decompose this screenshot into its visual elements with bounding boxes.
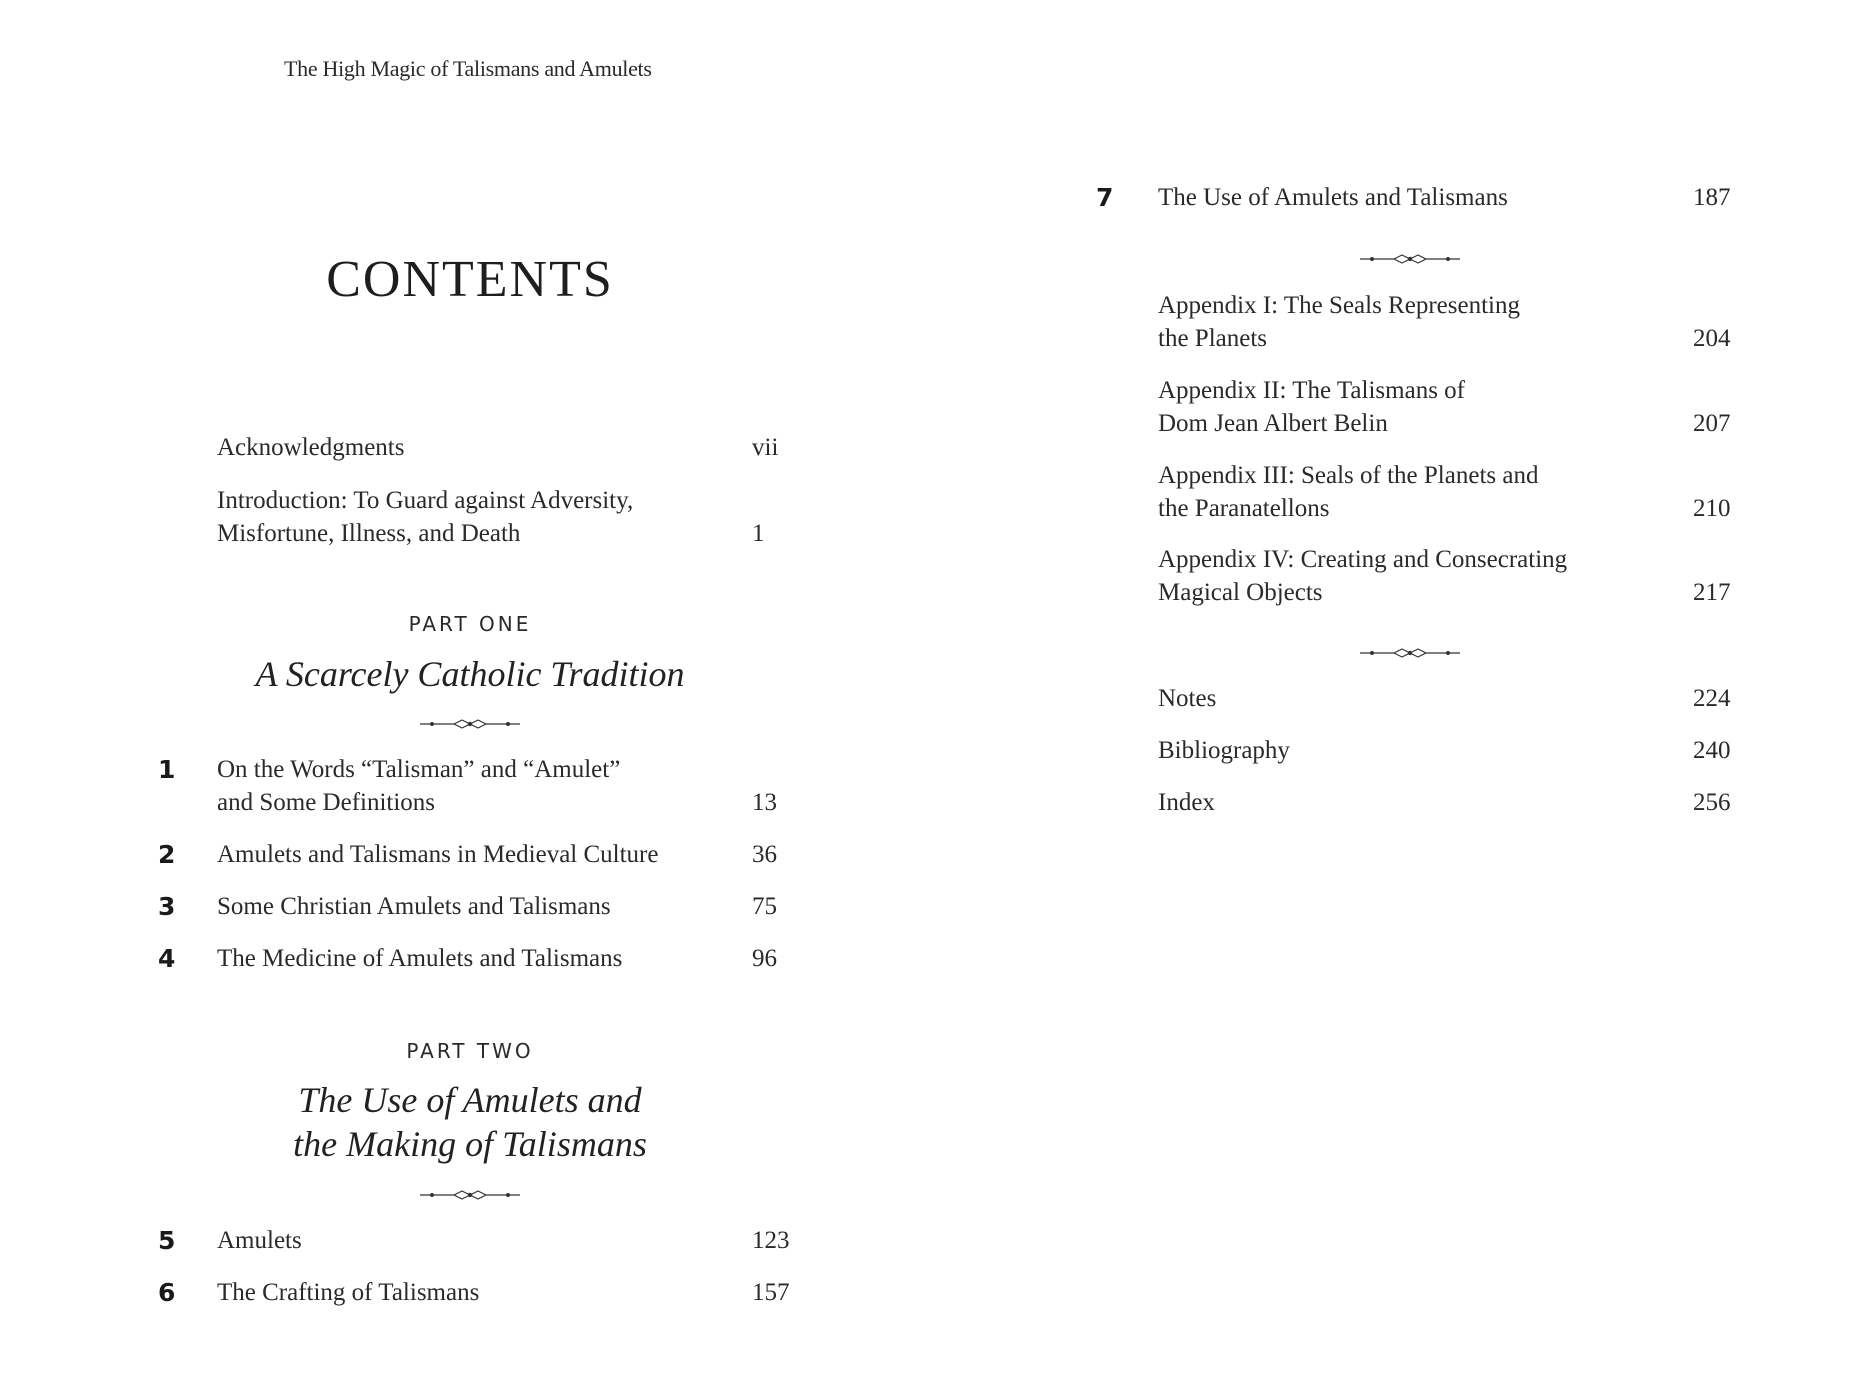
toc-entry-title-line: Dom Jean Albert Belin [1158, 410, 1388, 437]
part-one-title [170, 652, 770, 696]
toc-entry-title-line: Misfortune, Illness, and Death [217, 520, 521, 547]
toc-entry-page: 123 [752, 1227, 790, 1254]
toc-entry-page: 157 [752, 1279, 790, 1306]
chapter-number: 4 [158, 944, 176, 973]
toc-entry-title-line: Appendix III: Seals of the Planets and [1158, 462, 1539, 489]
toc-entry-title-line: Appendix I: The Seals Representing [1158, 292, 1520, 319]
contents-title: CONTENTS [326, 251, 614, 308]
toc-entry-title-line: Appendix IV: Creating and Consecrating [1158, 546, 1568, 573]
toc-entry-page: 240 [1693, 737, 1731, 764]
chapter-number: 6 [158, 1278, 176, 1307]
toc-entry-chapter-3 [217, 890, 611, 923]
toc-entry-appendix-2 [1158, 374, 1465, 440]
toc-entry-page: 187 [1693, 184, 1731, 211]
decorative-flourish-icon [418, 717, 522, 731]
toc-entry-page: vii [752, 434, 779, 461]
toc-entry-appendix-4 [1158, 543, 1567, 609]
chapter-number: 2 [158, 840, 176, 869]
toc-entry-page: 256 [1693, 789, 1731, 816]
toc-entry-title-line: Introduction: To Guard against Adversity, [217, 487, 634, 514]
toc-entry-chapter-6 [217, 1276, 479, 1309]
decorative-flourish-icon [418, 1188, 522, 1202]
toc-entry-title-line: and Some Definitions [217, 789, 436, 816]
toc-entry-acknowledgments [217, 431, 404, 464]
toc-entry-title: Acknowledgments [217, 434, 405, 461]
toc-entry-title: Notes [1158, 685, 1217, 712]
toc-entry-page: 207 [1693, 410, 1731, 437]
toc-entry-notes [1158, 682, 1216, 715]
toc-entry-title-line: Magical Objects [1158, 579, 1323, 606]
toc-entry-title: The Crafting of Talismans [217, 1279, 480, 1306]
toc-entry-page: 36 [752, 841, 777, 868]
toc-entry-title: Amulets and Talismans in Medieval Culture [217, 841, 659, 868]
toc-entry-page: 96 [752, 945, 777, 972]
toc-entry-chapter-7 [1158, 181, 1508, 214]
toc-entry-chapter-4 [217, 942, 622, 975]
toc-entry-page: 13 [752, 789, 777, 816]
running-header: The High Magic of Talismans and Amulets [284, 56, 652, 81]
toc-entry-title: The Use of Amulets and Talismans [1158, 184, 1508, 211]
toc-entry-title-line: Appendix II: The Talismans of [1158, 377, 1465, 404]
toc-entry-page: 210 [1693, 495, 1731, 522]
toc-entry-page: 224 [1693, 685, 1731, 712]
toc-entry-introduction [217, 484, 633, 550]
toc-entry-page: 1 [752, 520, 765, 547]
part-two-title-line: the Making of Talismans [293, 1124, 647, 1164]
toc-entry-title: Bibliography [1158, 737, 1290, 764]
toc-entry-title: Index [1158, 789, 1215, 816]
toc-entry-page: 204 [1693, 325, 1731, 352]
decorative-flourish-icon [1358, 646, 1462, 660]
toc-entry-chapter-5 [217, 1224, 302, 1257]
part-two-title [170, 1078, 770, 1166]
part-two-label: PART TWO [406, 1039, 534, 1063]
toc-entry-index [1158, 786, 1215, 819]
toc-entry-chapter-2 [217, 838, 658, 871]
toc-entry-title: Amulets [217, 1227, 302, 1254]
part-one-title-line: A Scarcely Catholic Tradition [255, 654, 685, 694]
chapter-number: 3 [158, 892, 176, 921]
chapter-number: 5 [158, 1226, 176, 1255]
chapter-number: 1 [158, 755, 176, 784]
toc-entry-appendix-1 [1158, 289, 1520, 355]
toc-entry-title-line: the Planets [1158, 325, 1268, 352]
chapter-number: 7 [1096, 183, 1114, 212]
toc-entry-title: The Medicine of Amulets and Talismans [217, 945, 623, 972]
toc-entry-chapter-1 [217, 753, 620, 819]
decorative-flourish-icon [1358, 252, 1462, 266]
toc-entry-page: 75 [752, 893, 777, 920]
part-two-title-line: The Use of Amulets and [298, 1080, 642, 1120]
part-one-label: PART ONE [408, 612, 532, 636]
toc-entry-page: 217 [1693, 579, 1731, 606]
toc-entry-title-line: the Paranatellons [1158, 495, 1330, 522]
toc-entry-title: Some Christian Amulets and Talismans [217, 893, 611, 920]
toc-entry-title-line: On the Words “Talisman” and “Amulet” [217, 756, 621, 783]
toc-entry-appendix-3 [1158, 459, 1538, 525]
toc-entry-bibliography [1158, 734, 1290, 767]
